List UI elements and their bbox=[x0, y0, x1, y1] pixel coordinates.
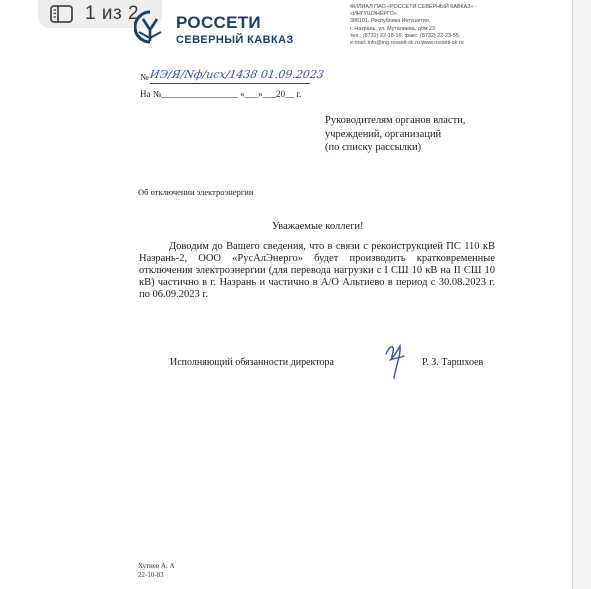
letter-body bbox=[139, 241, 495, 301]
addressee-line: Руководителям органов власти, bbox=[325, 115, 466, 126]
signatory-role: Исполняющий обязанности директора bbox=[170, 357, 334, 368]
organization-details bbox=[350, 4, 520, 47]
executor-phone: 22-10-83 bbox=[138, 571, 164, 579]
number-underline bbox=[150, 83, 310, 84]
org-line: 386101, Республика Ингушетия, bbox=[350, 18, 431, 25]
addressee-block bbox=[325, 114, 465, 155]
logo-title: РОССЕТИ bbox=[176, 13, 261, 32]
org-line: г. Назрань, ул. Муталиева, дом 23 bbox=[350, 25, 436, 32]
addressee-line: (по списку рассылки) bbox=[325, 142, 422, 153]
handwritten-signature bbox=[380, 340, 410, 380]
pages-icon bbox=[50, 5, 73, 23]
reference-number-line: На №_________________ «___»___20__ г. bbox=[140, 89, 302, 99]
org-line: e-mail: info@ing.rosseti-sk.ru www.rosseti-sk.ru bbox=[350, 40, 464, 47]
letter-body-text: Доводим до Вашего сведения, что в связи с реконструкцией ПС 110 кВ Назрань-2, ООО «РусАлЭнерго» будет производить кратковременные отключения электроэнергии (для перевода нагрузки с I СШ 10 кВ на II СШ 10 кВ) частично в г. Назрань и частично в А/О Альтиево в период с 30.08.2023 г. по 06.09.2023 г. bbox=[139, 241, 495, 300]
executor-block bbox=[138, 562, 175, 580]
org-line: ФИЛИАЛ ПАО «РОССЕТИ СЕВЕРНЫЙ КАВКАЗ» - bbox=[350, 4, 477, 10]
org-line: «ИНГУШЭНЕРГО» bbox=[350, 11, 397, 18]
rosseti-logo-icon bbox=[134, 10, 166, 44]
number-sign: № bbox=[140, 72, 149, 82]
letter-greeting: Уважаемые коллеги! bbox=[272, 221, 364, 232]
letter-subject: Об отключении электроэнергии bbox=[138, 187, 254, 197]
org-line: тел.: (8732) 22-18-16, факс: (8732) 22-23-55, bbox=[350, 32, 461, 39]
addressee-line: учреждений, организаций bbox=[325, 128, 442, 140]
rosseti-logo bbox=[134, 8, 294, 48]
handwritten-number: ИЭ/Я/Nф/исх/1438 01.09.2023 bbox=[149, 68, 325, 81]
signatory-name: Р. З. Таршхоев bbox=[422, 357, 484, 368]
executor-name: Хутиев А. А bbox=[138, 562, 175, 570]
logo-subtitle: СЕВЕРНЫЙ КАВКАЗ bbox=[176, 34, 294, 46]
next-page-edge[interactable] bbox=[572, 0, 591, 589]
outgoing-number bbox=[140, 68, 325, 84]
page-indicator-label: 1 из 2 bbox=[85, 3, 140, 24]
